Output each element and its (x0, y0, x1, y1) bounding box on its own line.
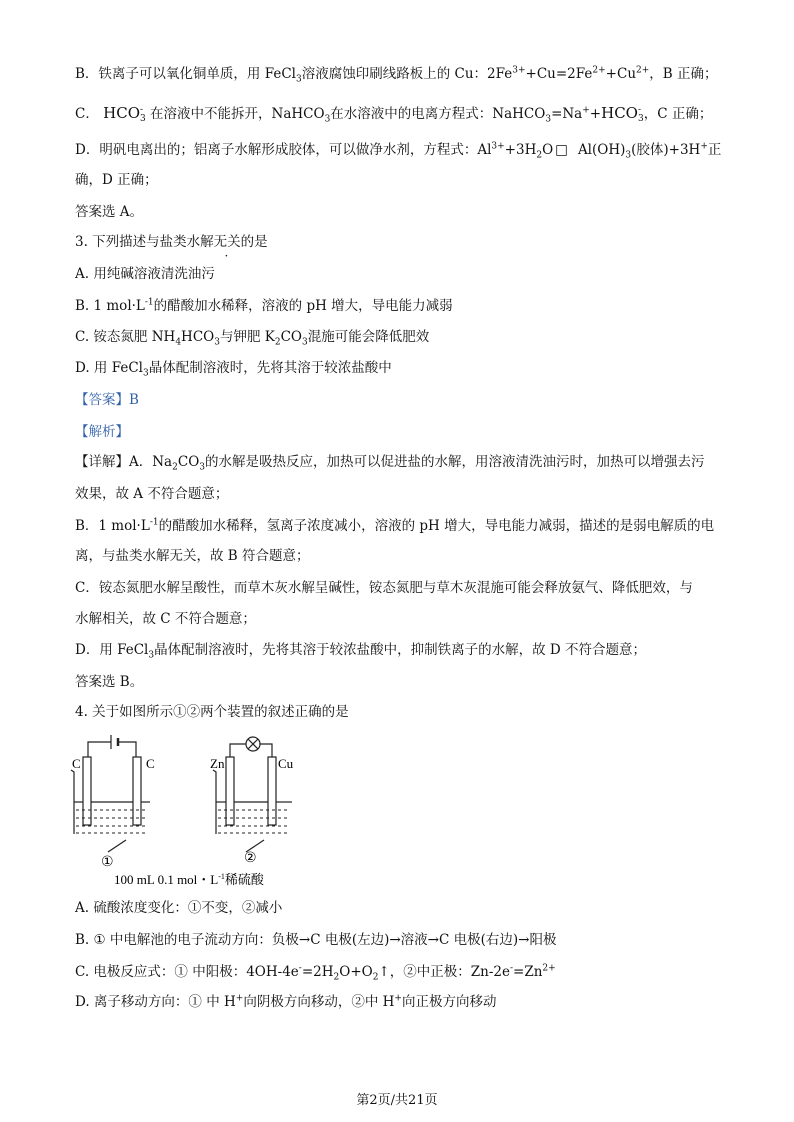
detail-line-3: B．1 $mol\cdot L^{-1}$的醋酸加水稀释，氢离子浓度减小，溶液的 pH 增大，导电能力减弱，描述的是弱电解质的电 (75, 517, 715, 534)
q3-option-b: B. 1 $mol\cdot L^{-1}$的醋酸加水稀释，溶液的 pH 增大，导电能力减弱 (75, 297, 453, 314)
analysis-line-d-cont: 确，D 正确； (75, 172, 158, 188)
q4-option-c: C. 电极反应式：① 中阳极：$4OH-4e^-=2H_2O+O_2↑$，②中正极：$Zn-2e^-=Zn^{2+}$ (75, 963, 556, 983)
label-zn: Zn (210, 756, 225, 771)
electrolytic-cell (71, 735, 150, 852)
q3-option-c: C. 铵态氮肥 $NH_4HCO_3$与钾肥 $K_2CO_3$混施可能会降低肥效 (75, 329, 430, 348)
q4-option-a: A. 硫酸浓度变化：①不变，②减小 (75, 900, 283, 916)
detail-line-6: 水解相关，故 C 不符合题意； (75, 611, 256, 627)
detail-line-7: D．用 FeCl$_3$晶体配制溶液时，先将其溶于较浓盐酸中，抑制铁离子的水解，故 D 不符合题意； (75, 642, 647, 661)
apparatus-diagram (66, 732, 306, 892)
q3-option-a: A. 用纯碱溶液清洗油污 (75, 266, 215, 282)
q3-option-d: D. 用 FeCl$_3$晶体配制溶液时，先将其溶于较浓盐酸中 (75, 360, 392, 379)
detail-line-1: 【详解】A．$Na_2CO_3$的水解是吸热反应，加热可以促进盐的水解，用溶液清洗油污时，加热可以增强去污 (75, 454, 705, 473)
analysis-line-d: D．明矾电离出的；铝离子水解形成胶体，可以做净水剂，方程式：$Al^{3+}+3H_2O$ □ $Al(OH)_3$(胶体)+3H+正 (75, 141, 722, 161)
answer-line-q2: 答案选 A。 (75, 204, 144, 220)
label-cu: Cu (278, 756, 294, 771)
page-footer: 第2页/共21页 (356, 1093, 438, 1108)
galvanic-cell (213, 737, 292, 852)
q4-option-d: D. 离子移动方向：① 中 H+向阴极方向移动，②中 H+向正极方向移动 (75, 993, 497, 1010)
detail-line-5: C．铵态氮肥水解呈酸性，而草木灰水解呈碱性，铵态氮肥与草木灰混施可能会释放氨气、降低肥效，与 (75, 580, 693, 596)
solution-label: 100 mL 0.1 mol・$L^{-1}$稀硫酸 (114, 872, 264, 887)
answer-line-q3: 答案选 B。 (75, 674, 144, 690)
question-3-title: 3. 下列描述与盐类水解无关的是 (75, 234, 268, 250)
analysis-tag: 【解析】 (75, 424, 129, 440)
analysis-line-c: C． HCO- 3 在溶液中不能拆开，NaHCO$_3$在水溶液中的电离方程式：NaHCO$_3$=Na++HCO- 3，C 正确； (75, 104, 713, 125)
label-cell-1: ① (101, 854, 114, 870)
label-c-left: C (72, 756, 81, 771)
detail-line-2: 效果，故 A 不符合题意； (75, 486, 229, 502)
label-cell-2: ② (244, 850, 257, 866)
label-c-right: C (146, 756, 155, 771)
question-4-title: 4. 关于如图所示①②两个装置的叙述正确的是 (75, 704, 349, 720)
detail-line-4: 离，与盐类水解无关，故 B 符合题意； (75, 548, 310, 564)
analysis-line-b: B．铁离子可以氧化铜单质，用 FeCl$_3$溶液腐蚀印刷线路板上的 Cu：$2Fe^{3+}+Cu=2Fe^{2+}+Cu^{2+}$，B 正确； (75, 65, 718, 85)
q4-option-b: B. ① 中电解池的电子流动方向：负极→C 电极(左边)→溶液→C 电极(右边)→阳极 (75, 932, 557, 948)
answer-tag: 【答案】B (75, 392, 139, 408)
